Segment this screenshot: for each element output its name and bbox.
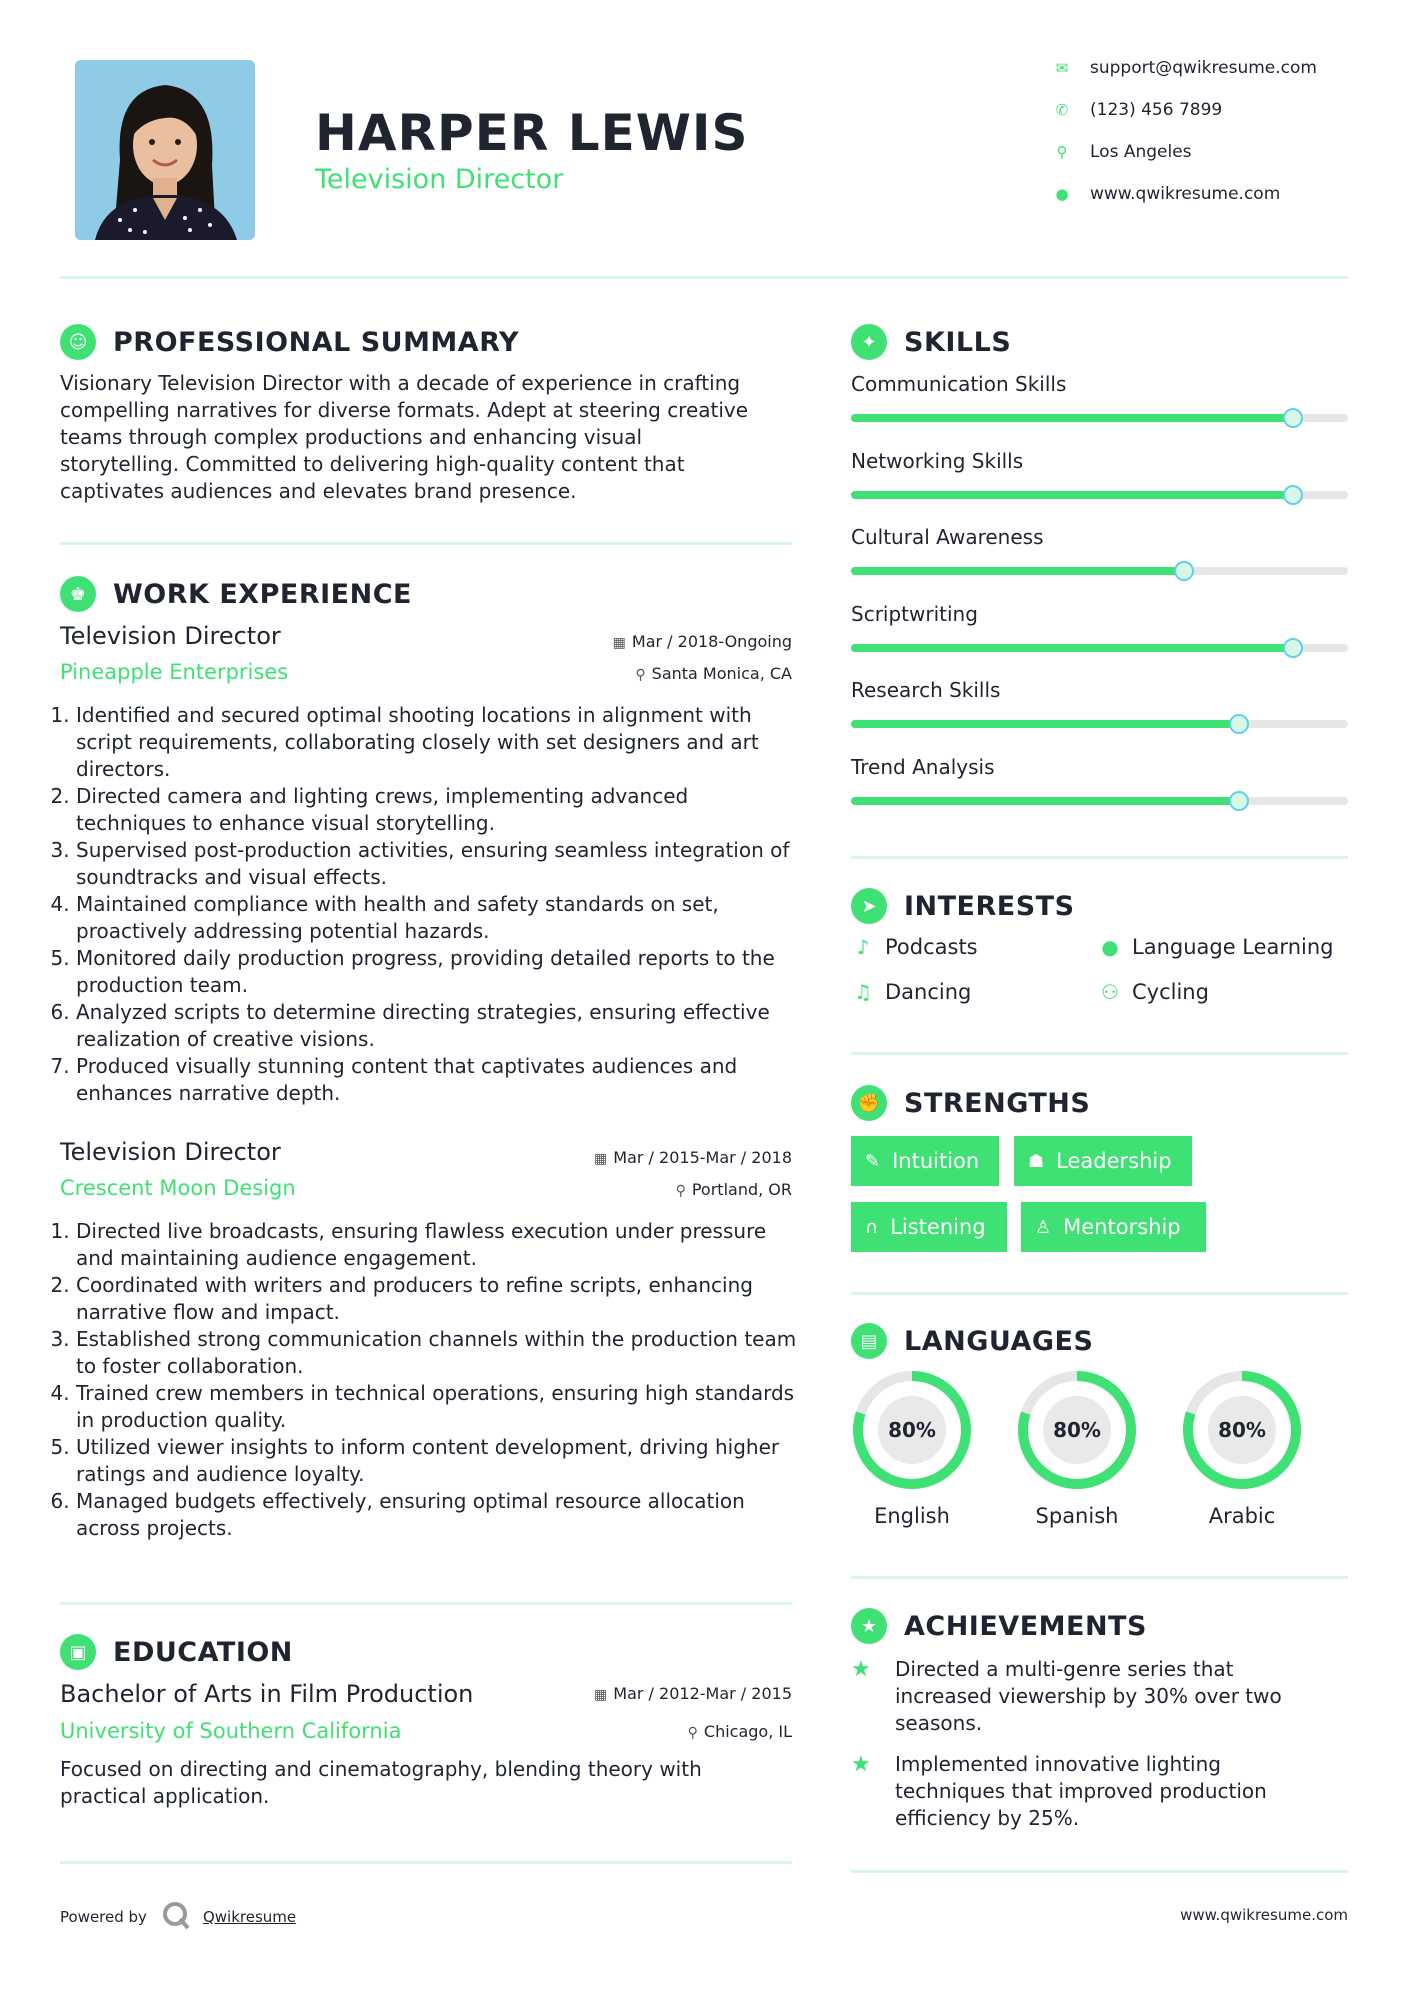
education-date: ▦ Mar / 2012-Mar / 2015 bbox=[594, 1684, 792, 1703]
skill-bar-fill bbox=[851, 797, 1239, 805]
contact-phone[interactable] bbox=[1052, 100, 1222, 120]
skill-label: Communication Skills bbox=[851, 372, 1067, 396]
job-1-date: ▦ Mar / 2018-Ongoing bbox=[612, 632, 792, 651]
skill-bar-fill bbox=[851, 491, 1293, 499]
job-1-title: Television Director bbox=[60, 622, 281, 650]
section-heading-education: ▣ EDUCATION bbox=[60, 1634, 293, 1670]
list-item: 3. Supervised post-production activities, ensuring seamless integration of soundtracks and visual effects. bbox=[76, 837, 798, 891]
list-item: 6. Managed budgets effectively, ensuring optimal resource allocation across projects. bbox=[76, 1488, 798, 1542]
magic-wand-icon: ✎ bbox=[865, 1150, 881, 1172]
star-icon: ★ bbox=[851, 1752, 871, 1777]
skill-bar bbox=[851, 797, 1348, 805]
summary-divider bbox=[60, 542, 792, 545]
skill-bar bbox=[851, 414, 1348, 422]
education-degree: Bachelor of Arts in Film Production bbox=[60, 1680, 474, 1708]
pin-icon: ⚲ bbox=[687, 1725, 698, 1741]
skill-bar-knob bbox=[1283, 485, 1303, 505]
section-heading-summary: ☺ PROFESSIONAL SUMMARY bbox=[60, 324, 519, 360]
skill-label: Cultural Awareness bbox=[851, 525, 1044, 549]
achievements-divider bbox=[851, 1870, 1348, 1873]
strength-tag-intuition: ✎ Intuition bbox=[851, 1136, 999, 1186]
skill-bar-knob bbox=[1229, 791, 1249, 811]
footer-powered-by: Powered by Qwikresume bbox=[60, 1900, 296, 1934]
contact-website-text: www.qwikresume.com bbox=[1090, 184, 1281, 204]
language-name: English bbox=[874, 1504, 950, 1528]
skill-bar bbox=[851, 644, 1348, 652]
skill-bar-knob bbox=[1174, 561, 1194, 581]
job-1-location: ⚲ Santa Monica, CA bbox=[635, 664, 792, 683]
language-percent: 80% bbox=[1218, 1418, 1266, 1442]
section-heading-skills: ✦ SKILLS bbox=[851, 324, 1011, 360]
contact-website[interactable] bbox=[1052, 184, 1280, 204]
calendar-icon: ▦ bbox=[594, 1151, 608, 1167]
email-icon: ✉ bbox=[1055, 59, 1069, 77]
skill-label: Scriptwriting bbox=[851, 601, 978, 626]
language-percent: 80% bbox=[1053, 1418, 1101, 1442]
skill-label: Trend Analysis bbox=[851, 754, 995, 779]
job-2-location: ⚲ Portland, OR bbox=[675, 1180, 792, 1199]
user-icon: ☺ bbox=[60, 324, 96, 360]
contact-email-text: support@qwikresume.com bbox=[1090, 58, 1317, 78]
language-ring bbox=[851, 1369, 973, 1491]
list-item: 1. Directed live broadcasts, ensuring flawless execution under pressure and maintaining audience engagement. bbox=[76, 1218, 798, 1272]
list-item: 5. Utilized viewer insights to inform content development, driving higher ratings and audience loyalty. bbox=[76, 1434, 798, 1488]
interests-divider bbox=[851, 1052, 1348, 1055]
skills-divider bbox=[851, 856, 1348, 859]
education-location: ⚲ Chicago, IL bbox=[687, 1722, 792, 1741]
pin-icon: ⚲ bbox=[635, 667, 646, 683]
interest-podcasts: ♪ Podcasts bbox=[851, 935, 978, 959]
strengths-divider bbox=[851, 1292, 1348, 1295]
star-icon: ★ bbox=[851, 1657, 871, 1682]
list-item: 2. Directed camera and lighting crews, implementing advanced techniques to enhance visual storytelling. bbox=[76, 783, 798, 837]
skill-bar-knob bbox=[1283, 638, 1303, 658]
graduation-icon: ▣ bbox=[60, 1634, 96, 1670]
skill-bar-fill bbox=[851, 720, 1239, 728]
candidate-title: Television Director bbox=[315, 164, 564, 195]
list-item: 7. Produced visually stunning content that captivates audiences and enhances narrative depth. bbox=[76, 1053, 798, 1107]
work-divider bbox=[60, 1602, 792, 1605]
calendar-icon: ▦ bbox=[612, 635, 626, 651]
list-item: 3. Established strong communication channels within the production team to foster collaboration. bbox=[76, 1326, 798, 1380]
skill-label: Networking Skills bbox=[851, 448, 1024, 473]
interest-language-learning: ● Language Learning bbox=[1098, 935, 1333, 959]
qwikresume-logo-icon bbox=[161, 1900, 191, 1934]
list-item: 4. Trained crew members in technical operations, ensuring high standards in production quality. bbox=[76, 1380, 798, 1434]
section-heading-interests: ➤ INTERESTS bbox=[851, 888, 1075, 924]
education-description: Focused on directing and cinematography, blending theory with practical application. bbox=[60, 1757, 702, 1808]
strength-tag-leadership: ☗ Leadership bbox=[1014, 1136, 1192, 1186]
contact-phone-text: (123) 456 7899 bbox=[1090, 100, 1223, 120]
microphone-icon: ♪ bbox=[856, 935, 870, 959]
list-item: 1. Identified and secured optimal shooting locations in alignment with script requirements, collaborating closely with set designers and art directors. bbox=[76, 702, 798, 783]
skill-bar-knob bbox=[1283, 408, 1303, 428]
languages-divider bbox=[851, 1576, 1348, 1579]
interest-dancing: ♫ Dancing bbox=[851, 980, 971, 1004]
achievement-2: ★ Implemented innovative lighting techniques that improved production efficiency by 25%. bbox=[851, 1752, 1267, 1830]
lightbulb-icon: ✦ bbox=[851, 324, 887, 360]
language-ring bbox=[1181, 1369, 1303, 1491]
briefcase-icon: ♚ bbox=[60, 576, 96, 612]
section-heading-work: ♚ WORK EXPERIENCE bbox=[60, 576, 412, 612]
bicycle-icon: ⚇ bbox=[1101, 980, 1119, 1004]
section-heading-achievements: ★ ACHIEVEMENTS bbox=[851, 1608, 1147, 1644]
skill-bar bbox=[851, 567, 1348, 575]
footer-website[interactable]: www.qwikresume.com bbox=[1180, 1906, 1348, 1924]
contact-location bbox=[1052, 142, 1192, 162]
education-school: University of Southern California bbox=[60, 1719, 402, 1743]
achievement-1: ★ Directed a multi-genre series that increased viewership by 30% over two seasons. bbox=[851, 1657, 1282, 1735]
skill-bar-fill bbox=[851, 414, 1293, 422]
user-plus-icon: ♙ bbox=[1035, 1216, 1052, 1238]
education-divider bbox=[60, 1861, 792, 1864]
header-divider bbox=[60, 276, 1348, 279]
phone-icon: ✆ bbox=[1055, 101, 1069, 119]
qwikresume-link[interactable]: Qwikresume bbox=[202, 1908, 297, 1926]
section-heading-languages: ▤ LANGUAGES bbox=[851, 1323, 1093, 1359]
paper-plane-icon: ➤ bbox=[851, 888, 887, 924]
candidate-name: HARPER LEWIS bbox=[315, 104, 749, 162]
interest-cycling: ⚇ Cycling bbox=[1098, 980, 1209, 1004]
calendar-icon: ▦ bbox=[594, 1687, 608, 1703]
profile-photo bbox=[75, 60, 255, 240]
list-item: 4. Maintained compliance with health and safety standards on set, proactively addressing potential hazards. bbox=[76, 891, 798, 945]
job-1-company: Pineapple Enterprises bbox=[60, 660, 289, 684]
headphones-icon: ∩ bbox=[865, 1216, 879, 1238]
job-2-date: ▦ Mar / 2015-Mar / 2018 bbox=[594, 1148, 792, 1167]
job-2-company: Crescent Moon Design bbox=[60, 1176, 296, 1200]
language-ring bbox=[1016, 1369, 1138, 1491]
list-item: 2. Coordinated with writers and producers to refine scripts, enhancing narrative flow and impact. bbox=[76, 1272, 798, 1326]
skill-bar-fill bbox=[851, 567, 1184, 575]
skill-bar bbox=[851, 720, 1348, 728]
list-item: 5. Monitored daily production progress, providing detailed reports to the production team. bbox=[76, 945, 798, 999]
pin-icon: ⚲ bbox=[675, 1183, 686, 1199]
language-name: Spanish bbox=[1035, 1504, 1119, 1528]
section-heading-strengths: ✊ STRENGTHS bbox=[851, 1085, 1090, 1121]
globe-icon: ● bbox=[1055, 185, 1069, 203]
skill-bar bbox=[851, 491, 1348, 499]
contact-location-text: Los Angeles bbox=[1090, 142, 1192, 162]
music-note-icon: ♫ bbox=[854, 980, 872, 1004]
job-2-duties bbox=[58, 1218, 798, 1542]
skill-bar-knob bbox=[1229, 714, 1249, 734]
portrait-image bbox=[75, 60, 255, 240]
star-badge-icon: ★ bbox=[851, 1608, 887, 1644]
globe-icon: ● bbox=[1101, 935, 1119, 959]
summary-text: Visionary Television Director with a decade of experience in crafting compelling narratives for diverse formats. Adept at steering creative teams through complex productions and enhancing visual storytelling. Committed to delivering high-quality content that captivates audiences and elevates brand presence. bbox=[60, 371, 749, 503]
job-1-duties bbox=[58, 702, 798, 1107]
strength-tag-listening: ∩ Listening bbox=[851, 1202, 1007, 1252]
job-2-title: Television Director bbox=[60, 1138, 281, 1166]
fist-icon: ✊ bbox=[851, 1085, 887, 1121]
list-item: 6. Analyzed scripts to determine directing strategies, ensuring effective realization of creative visions. bbox=[76, 999, 798, 1053]
language-card-icon: ▤ bbox=[851, 1323, 887, 1359]
contact-email[interactable] bbox=[1052, 58, 1317, 78]
strength-tag-mentorship: ♙ Mentorship bbox=[1021, 1202, 1206, 1252]
language-name: Arabic bbox=[1208, 1504, 1276, 1528]
language-percent: 80% bbox=[888, 1418, 936, 1442]
users-icon: ☗ bbox=[1028, 1150, 1045, 1172]
location-pin-icon: ⚲ bbox=[1056, 143, 1068, 161]
skill-bar-fill bbox=[851, 644, 1293, 652]
skill-label: Research Skills bbox=[851, 678, 1001, 702]
